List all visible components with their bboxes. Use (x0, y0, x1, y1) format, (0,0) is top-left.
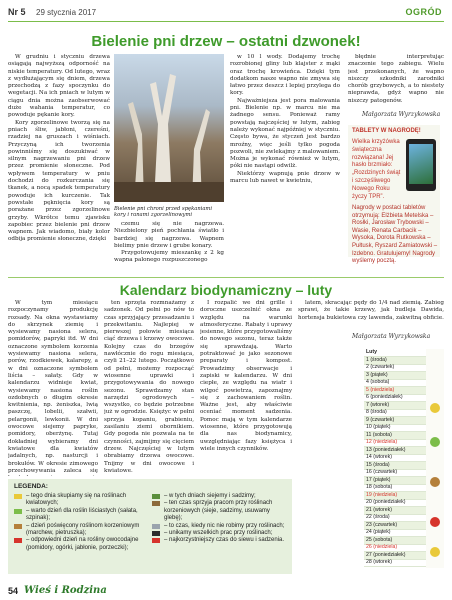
legend-item (14, 508, 144, 523)
article1-paragraph: W grudniu i styczniu drzewa osiągają najwyższą odporność na niskie temperatury. Od lutego, wraz z wydłużającym się dniem, drzewa przechodzą z fazy spoczynku do wegetacji. Na ich pniach w lutym w ciągu dnia można zaobserwować duże wahania temperatur, co powoduje pękanie kory. (8, 54, 110, 119)
calendar-day-row: 10 (piątek) (364, 424, 426, 432)
article1-paragraph: Najważniejsza jest pora malowania pni. Bielenie np. w marcu nie ma żadnego sensu. Ponieważ ramy powstają najczęściej w lutym, zabieg należy wykonać najpóźniej w styczniu. Często bywa, że styczeń jest bardzo mroźny, więc jeśli tylko pogoda pozwoli, nie zwlekajmy z malowaniem. Można je wykonać również w lutym, póki nie nastąpi odwilż. (230, 97, 340, 170)
legend-item (152, 537, 288, 544)
calendar-day-row: 27 (poniedziałek) (364, 552, 426, 560)
article2-column-1 (8, 300, 98, 476)
legend-label: – w tych dniach siejemy i sadzimy; (164, 493, 256, 499)
legend-label: – to czas, kiedy nic nie robimy przy roślinach; (164, 522, 285, 529)
section-divider (8, 277, 444, 278)
calendar-day-row: 26 (niedziela) (364, 544, 426, 552)
article2-author: Małgorzata Wyrzykowska (352, 333, 431, 340)
article2-column-3 (200, 300, 292, 476)
calendar-day-row: 20 (poniedziałek) (364, 499, 426, 507)
biodynamic-calendar (364, 349, 444, 568)
article1-title: Bielenie pni drzew – ostatni dzwonek! (91, 33, 361, 50)
calendar-day-row: 19 (niedziela) (364, 492, 426, 500)
calendar-legend (8, 479, 292, 574)
article1-column-4 (348, 54, 444, 110)
calendar-day-row: 6 (poniedziałek) (364, 394, 426, 402)
legend-left-column (14, 493, 144, 552)
photo-caption: Bielenie pni chroni przed spękaniami kory i ranami zgorzelinowymi (114, 206, 212, 219)
legend-label: – warto dzień dla roślin liściastych (sałata, szpinak); (26, 507, 138, 522)
header-divider (8, 21, 444, 22)
article2-paragraph: W tym miesiącu rozpoczynamy produkcję rozsady. Na okna wystawiamy do skrzynek ziemię i wysiewamy nasiona selera, pomidorów, papryki itd. W dni oznaczone symbolem korzenia wysiewamy nasiona selera, porów, rzodkiewek, kalarepy, a w dni oznaczone symbolem liścia – sałaty. Gdy w kalendarzu widnieje kwiat, wysiewamy nasiona roślin ozdobnych o długim okresie kwitnienia, np. żeniszka, lwią paszczę, lobelii, szałwii, pelargonii, lewkonii. W dni owocowe siejemy papryke, pomidory, oberżynę. Tutaj dokładniej wybieramy dni kwiatowe dla kwiatów jadalnych, np. nasturcji i brokułów. W okresie zimowego przechowywania zaleca się (8, 300, 98, 474)
legend-label: – odpowiedni dzień na rośliny owocodajne (pomidory, ogórki, jabłonie, porzeczki); (26, 537, 139, 551)
calendar-day-row: 4 (sobota) (364, 379, 426, 387)
calendar-day-row: 24 (piątek) (364, 529, 426, 537)
issue-number: Nr 5 (8, 7, 26, 17)
calendar-day-row: 11 (sobota) (364, 432, 426, 440)
calendar-month-title: Luty (364, 349, 426, 357)
article1-column-2 (114, 221, 224, 272)
legend-swatch (152, 501, 160, 506)
legend-swatch (152, 494, 160, 499)
article1-paragraph: błędnie interpretując znaczenie tego zabiegu. Wielu jest przekonanych, że wapno niszczy szkodniki zarodniki chorób grzybowych, a to niestety nieprawda, gdyż wapno nie niszczy patogenów. (348, 54, 444, 104)
calendar-day-row: 21 (wtorek) (364, 507, 426, 515)
legend-item (14, 537, 144, 552)
legend-item (14, 493, 144, 508)
article1-column-3 (230, 54, 340, 272)
magazine-name: Wieś i Rodzina (24, 585, 107, 596)
calendar-day-row: 18 (sobota) (364, 484, 426, 492)
tablet-promo-box (348, 125, 440, 265)
calendar-day-row: 3 (piątek) (364, 372, 426, 380)
article2-column-2 (104, 300, 194, 476)
issue-date: 29 stycznia 2017 (36, 8, 97, 17)
tree-photo (114, 54, 224, 202)
fruit-icon (430, 517, 440, 527)
article2-paragraph: ten sprzęta rozmnażamy z sadzonek. Od pełni po nów to czas sprzyjający przesadzaniu i przekwitaniu. Najlepiej w pierwszej połowie miesiąca ciąć drzewa i krzewy owocowe. Kolejny czas do brzegów nawłócznie do rogu miesiąca, czyli 21–22 lutego. Początkowo od pełni, możemy rozpocząć wiosenne uprawki i przygotowywania do nowego sezonu. Sprawdzamy stan narzędzi ogrodowych – wszystko, co będzie potrzebne już w ogrodzie. Księżyc w pełni sprzyja kopaniu, grabieniu, zasilaniu ziemi obornikiem. Gdy pogoda nie pozwala na te czynności, zajmijmy się cięciem drzew. Najczęściej w lutym obrabiamy drzewa owocowe. Tnijmy w dni owocowe i kwiatowe. (104, 300, 194, 474)
promo-text: Wielka krzyżówka świąteczna rozwiązana! Jej hasło brzmiało: „Rozdzinych świąt i szczęśliwego Nowego Roku życzy TPR”. (352, 139, 401, 200)
calendar-day-row: 28 (wtorek) (364, 559, 426, 567)
calendar-day-row: 1 (środa) (364, 357, 426, 365)
calendar-day-row: 12 (niedziela) (364, 439, 426, 447)
calendar-day-row: 13 (poniedziałek) (364, 447, 426, 455)
legend-swatch (152, 538, 160, 543)
legend-label: – najkorzystniejszy czas do siewu i sadzenia. (164, 537, 285, 544)
article1-paragraph: czemu się nie nagrzewa. Niezbielony pień pochłania światło i bardziej się nagrzewa. Wapnem bielimy pnie drzew i grube konary. (114, 221, 224, 249)
calendar-day-row: 5 (niedziela) (364, 387, 426, 395)
calendar-day-row: 15 (środa) (364, 462, 426, 470)
legend-label: – tego dnia skupiamy się na roślinach kwiatowych; (26, 493, 127, 507)
page-number: 54 (8, 586, 19, 596)
calendar-day-row: 2 (czwartek) (364, 364, 426, 372)
legend-label: – unikamy wszelkich prac przy roślinach; (164, 530, 273, 537)
promo-title: TABLETY W NAGRODĘ! (352, 128, 421, 134)
legend-swatch (14, 509, 22, 514)
legend-swatch (14, 538, 22, 543)
flower-icon (430, 403, 440, 413)
flower-icon (430, 547, 440, 557)
tablet-image (406, 139, 436, 191)
legend-label: – dzień poświęcony roślinom korzeniowym (marchew, pietruszka); (26, 522, 140, 537)
calendar-day-row: 8 (środa) (364, 409, 426, 417)
article1-author: Małgorzata Wyrzykowska (362, 111, 441, 118)
calendar-day-row: 22 (środa) (364, 514, 426, 522)
legend-swatch (14, 524, 22, 529)
legend-item (152, 523, 288, 530)
legend-item (152, 530, 288, 537)
legend-item (14, 523, 144, 538)
article2-paragraph: I rozpalić we dni grille i doroczne uszczelnić okna ze względu na warunki atmosferyczne. Rabaty i uprawy jesienne, które przygotowaliśmy do nowego sezonu, teraz także się sprawdzają. Warto potraktować je jako sezonowe preparaty i kompost. Prowadzimy obserwacje i zapiski w kalendarzu. W dni ciepłe, ze względu na wiatr i wilgoć powietrza, zapoznajmy się z zachowaniem roślin. Ważne jest, aby właściwie oceniać moment sadzenia. Pomoc mają w tym kalendarze wiosenne, które przygotowują dla nas biodynamicy, uwzględniając fazy księżyca i wiele innych czynników. (200, 300, 292, 452)
article2-column-4 (298, 300, 444, 330)
legend-swatch (152, 531, 160, 536)
section-title: OGRÓD (405, 7, 442, 17)
calendar-day-row: 16 (czwartek) (364, 469, 426, 477)
promo-winners: Nagrody w postaci tabletów otrzymują: Elżbieta Metelska – Rosłki, Jarosław Trybowski – Wasie, Renata Carbacik – Wysoka, Dorota Rutkowska – Pułtusk, Ryszard Zamiatowski – Izdebno. Gratulujemy! Nagrody wyślemy pocztą. (352, 205, 438, 265)
page-header (0, 0, 452, 26)
article1-paragraph: Przygotowujemy mieszankę z 2 kg wapna palonego rozpuszczonego (114, 250, 224, 264)
leaf-icon (430, 437, 440, 447)
article1-column-1 (8, 54, 110, 272)
legend-swatch (14, 494, 22, 499)
legend-swatch (152, 524, 160, 529)
calendar-day-row: 9 (czwartek) (364, 417, 426, 425)
article1-paragraph: Kory zgorzelinowe tworzą się na pniach śliw, jabłoni, czereśni, rzadziej na gruszach i wiśniach. Przyczyną ich tworzenia powinniśmy się doszukiwać w silnym nagrzewaniu pni drzew przez promienie słoneczne. Pod wpływem temperatury w pniu dochodzi do rozkurczania się tkanek, a nocą spadek temperatury powoduje ich kurczenie. Tak powstałe pęknięcia kory są porażane przez zgorzelinowe grzyby. Wkrótce temu zjawisku zapobiec przez bielenie pni drzew wapnem. Jak wiadomo, biały kolor odbija promienie słoneczne, dzięki (8, 119, 110, 243)
page-footer (8, 578, 444, 600)
legend-title: LEGENDA: (14, 483, 48, 490)
calendar-day-row: 14 (wtorek) (364, 454, 426, 462)
calendar-day-row: 7 (wtorek) (364, 402, 426, 410)
calendar-day-row: 25 (sobota) (364, 537, 426, 545)
root-icon (430, 477, 440, 487)
calendar-icons-column (426, 349, 444, 568)
calendar-day-row: 17 (piątek) (364, 477, 426, 485)
legend-label: – ten czas sprzyja pracom przy roślinach korzeniowych (sieje, sadzimy, usuwamy glebę); (164, 500, 273, 522)
article2-title: Kalendarz biodynamiczny – luty (119, 282, 333, 298)
legend-item (152, 493, 288, 500)
legend-item (152, 500, 288, 522)
calendar-day-row: 23 (czwartek) (364, 522, 426, 530)
article1-paragraph: w 10 l wody. Dodajemy trochę rozrobionej gliny lub klajster z mąki oraz trochę krowieńca. Dzięki tym dodatkom nasze wapno nie zmywa się łatwo przez deszcz i lepiej przylega do kory. (230, 54, 340, 97)
article1-paragraph: Niektórzy wapnują pnie drzew w marcu lub nawet w kwietniu, (230, 170, 340, 185)
legend-right-column (152, 493, 288, 545)
article2-paragraph: latem, skracając pędy do 1/4 nad ziemią. Zabieg sprawi, że takie krzewy, jak budleja Dawida, hortensja bukietowa czy lawenda, zakwitną obficie. (298, 300, 444, 321)
